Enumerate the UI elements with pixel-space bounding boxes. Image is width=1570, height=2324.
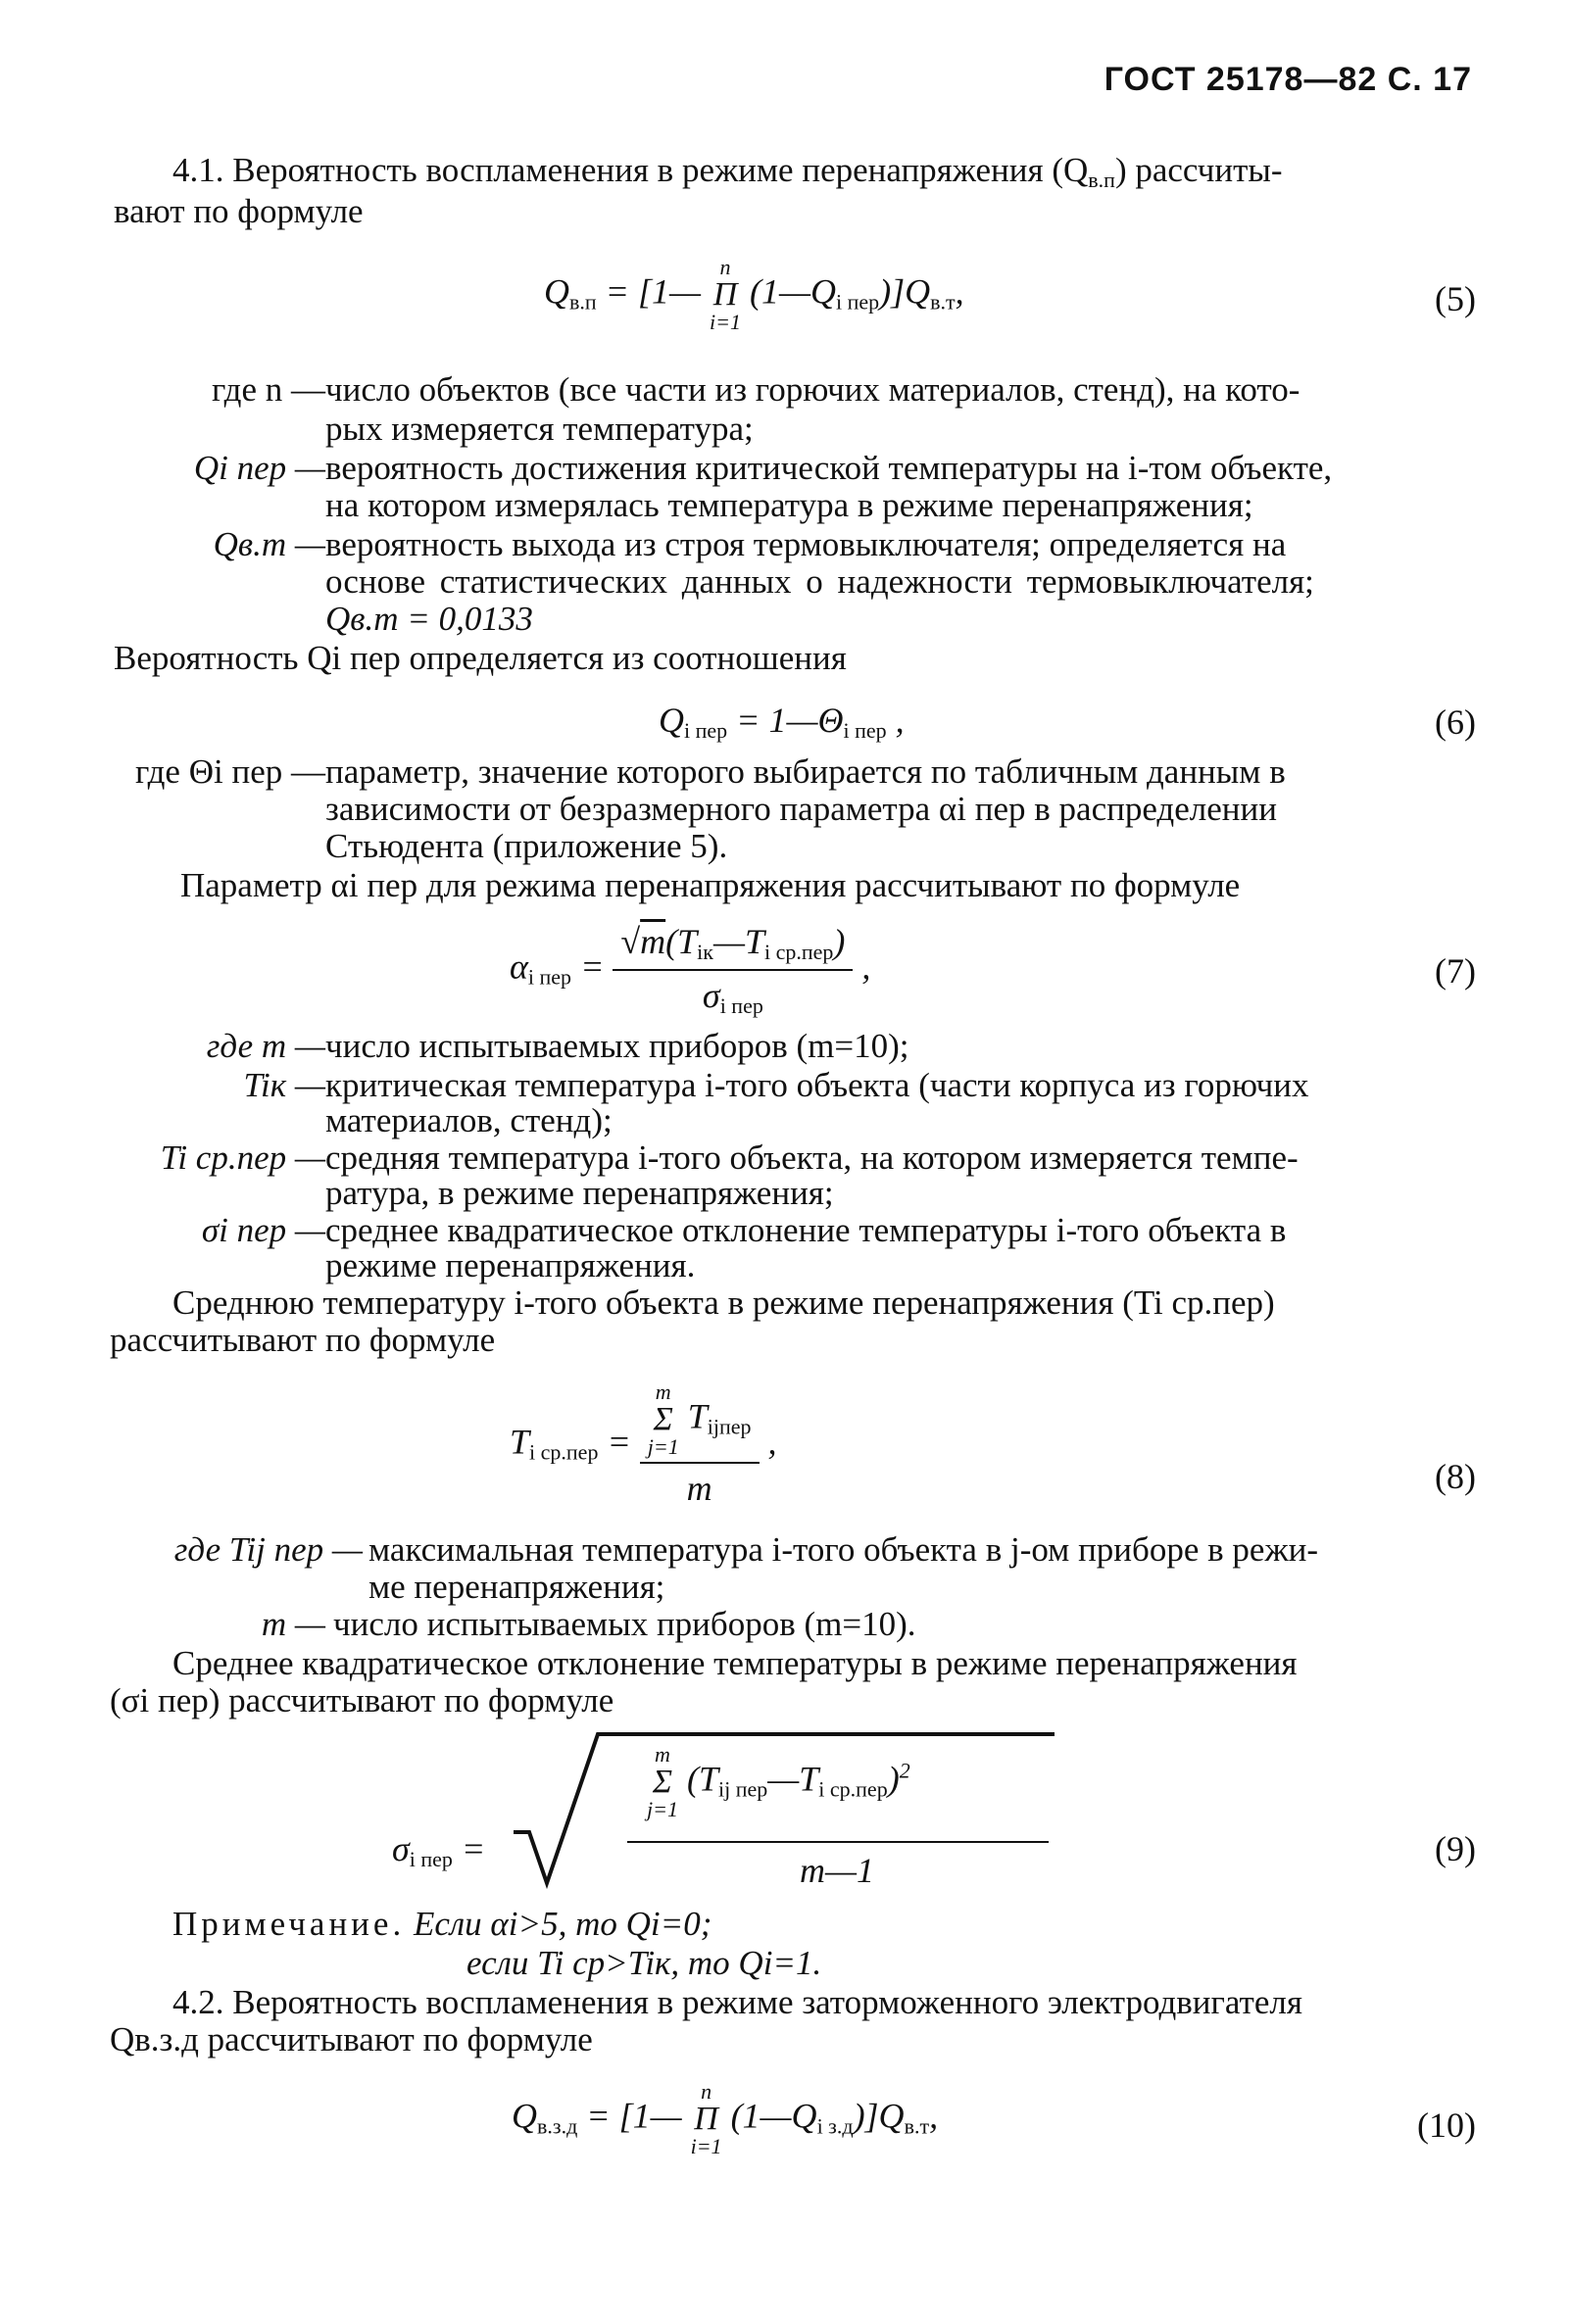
def-qvt: [0, 525, 1570, 564]
def-m2-term: m —: [261, 1605, 325, 1643]
def-tisr-desc-1: средняя температура i-того объекта, на котором измеряется темпе-: [325, 1138, 1299, 1177]
section-4-1-text-a: 4.1. Вероятность воспламенения в режиме перенапряжения (Q: [172, 151, 1089, 189]
def-tij-term: где Tij пер —: [173, 1530, 363, 1569]
def-qvt-desc-2: основе статистических данных о надежности термовыключателя;: [325, 562, 1314, 601]
def-sigma: [0, 1211, 1570, 1250]
running-head: ГОСТ 25178—82 С. 17: [1104, 61, 1472, 98]
def-tik-desc-2: материалов, стенд);: [325, 1101, 613, 1139]
def-qi-desc-2: на котором измерялась температура в режиме перенапряжения;: [325, 486, 1253, 524]
def-n: [0, 370, 1570, 410]
q-subscript: в.п: [1088, 168, 1115, 192]
formula-10-number: (10): [1417, 2106, 1476, 2145]
product-operator-10: n Π i=1: [690, 2079, 722, 2158]
def-qvt-value: Qв.т = 0,0133: [325, 600, 533, 638]
formula-9-number: (9): [1435, 1829, 1476, 1868]
product-operator: n Π i=1: [709, 255, 741, 334]
def-n-desc-1: число объектов (все части из горючих материалов, стенд), на кото-: [325, 370, 1300, 409]
def-m: [0, 1027, 1570, 1066]
def-sigma-term: σi пер —: [201, 1211, 325, 1249]
def-tik-term: Tiк —: [243, 1066, 325, 1104]
section-4-1-line-2: вают по формуле: [114, 192, 364, 230]
sd-line-2: (σi пер) рассчитывают по формуле: [110, 1681, 614, 1719]
def-theta: [0, 752, 1570, 792]
note-line-1: [172, 1905, 711, 1944]
probability-line: Вероятность Qi пер определяется из соотношения: [114, 639, 847, 677]
section-4-2-line-1: 4.2. Вероятность воспламенения в режиме заторможенного электродвигателя: [172, 1983, 1302, 2021]
def-tik-desc-1: критическая температура i-того объекта (части корпуса из горючих: [325, 1066, 1309, 1104]
formula-8-number: (8): [1435, 1457, 1476, 1496]
def-m-term: где m —: [206, 1027, 325, 1065]
section-4-1-text-b: ) рассчиты-: [1114, 151, 1283, 189]
def-sigma-desc-1: среднее квадратическое отклонение температуры i-того объекта в: [325, 1211, 1287, 1249]
formula-6: $Q_{i пер}$ = $1—\Theta_{i пер}$ ,: [659, 701, 905, 743]
mean-line-2: рассчитывают по формуле: [110, 1321, 496, 1359]
formula-5-number: (5): [1435, 279, 1476, 318]
def-qi: [0, 449, 1570, 488]
def-theta-desc-2: зависимости от безразмерного параметра αi пер в распределении: [325, 790, 1277, 828]
def-tik: [0, 1066, 1570, 1105]
sd-line-1: Среднее квадратическое отклонение температуры в режиме перенапряжения: [172, 1644, 1298, 1682]
section-4-2-line-2: Qв.з.д рассчитывают по формуле: [110, 2020, 593, 2058]
def-n-desc-2: рых измеряется температура;: [325, 410, 754, 448]
def-theta-desc-1: параметр, значение которого выбирается по табличным данным в: [325, 752, 1286, 791]
def-qi-term: Qi пер —: [193, 449, 325, 487]
mean-line-1: Среднюю температуру i-того объекта в режиме перенапряжения (Ti ср.пер): [172, 1283, 1275, 1322]
def-n-term: где n —: [212, 370, 325, 409]
formula-7-fraction: $\frac{√m(T_{iк}—T_{i ср.пер})}{\sigma_{i пер}}$: [613, 921, 853, 1019]
def-tisr-term: Ti ср.пер —: [160, 1138, 325, 1177]
formula-7: $\alpha_{i пер}$ = $\frac{√m(T_{iк}—T_{i ср.пер})}{\sigma_{i пер}}$ ,: [510, 922, 871, 1018]
def-qvt-desc-1: вероятность выхода из строя термовыключателя; определяется на: [325, 525, 1287, 563]
def-m2: [0, 1605, 1570, 1644]
formula-7-number: (7): [1435, 951, 1476, 991]
alpha-line: Параметр αi пер для режима перенапряжения рассчитывают по формуле: [180, 866, 1241, 904]
note-line-2: если Ti ср>Tiк, то Qi=1.: [466, 1944, 822, 1982]
formula-9-lhs: $\sigma_{i пер}$ =: [392, 1829, 486, 1871]
def-m2-desc: число испытываемых приборов (m=10).: [333, 1605, 916, 1643]
def-m-desc: число испытываемых приборов (m=10);: [325, 1027, 909, 1065]
def-tij-desc-1: максимальная температура i-того объекта в j-ом приборе в режи-: [368, 1530, 1319, 1569]
formula-8: $T_{i ср.пер}$ = m Σ j=1 $T_{ijпер}$ m ,: [510, 1380, 777, 1508]
note-label: Примечание.: [172, 1905, 406, 1943]
formula-5: $Q_{в.п}$ = [1— n Π i=1 $(1—Q_{i пер})]Q_{в.т}$,: [544, 255, 964, 334]
def-theta-desc-3: Стьюдента (приложение 5).: [325, 827, 728, 865]
def-tisr: [0, 1138, 1570, 1178]
note-text-1: Если αi>5, то Qi=0;: [413, 1905, 712, 1943]
formula-10: $Q_{в.з.д}$ = [1— n Π i=1 $(1—Q_{i з.д})]Q_{в.т}$,: [512, 2079, 939, 2158]
def-tij-desc-2: ме перенапряжения;: [368, 1568, 665, 1606]
def-qi-desc-1: вероятность достижения критической температуры на i-том объекте,: [325, 449, 1333, 487]
formula-8-fraction: m Σ j=1 $T_{ijпер}$ m: [640, 1381, 760, 1509]
formula-6-number: (6): [1435, 702, 1476, 742]
def-theta-term: где Θi пер —: [135, 752, 325, 791]
def-qvt-term: Qв.т —: [213, 525, 325, 563]
formula-9-denominator: m—1: [800, 1851, 875, 1890]
def-sigma-desc-2: режиме перенапряжения.: [325, 1246, 696, 1284]
def-tisr-desc-2: ратура, в режиме перенапряжения;: [325, 1174, 834, 1212]
def-tij: [0, 1530, 1570, 1570]
formula-9-numerator: m Σ j=1 $(T_{ij пер}—T_{i ср.пер})^2$: [647, 1742, 910, 1821]
